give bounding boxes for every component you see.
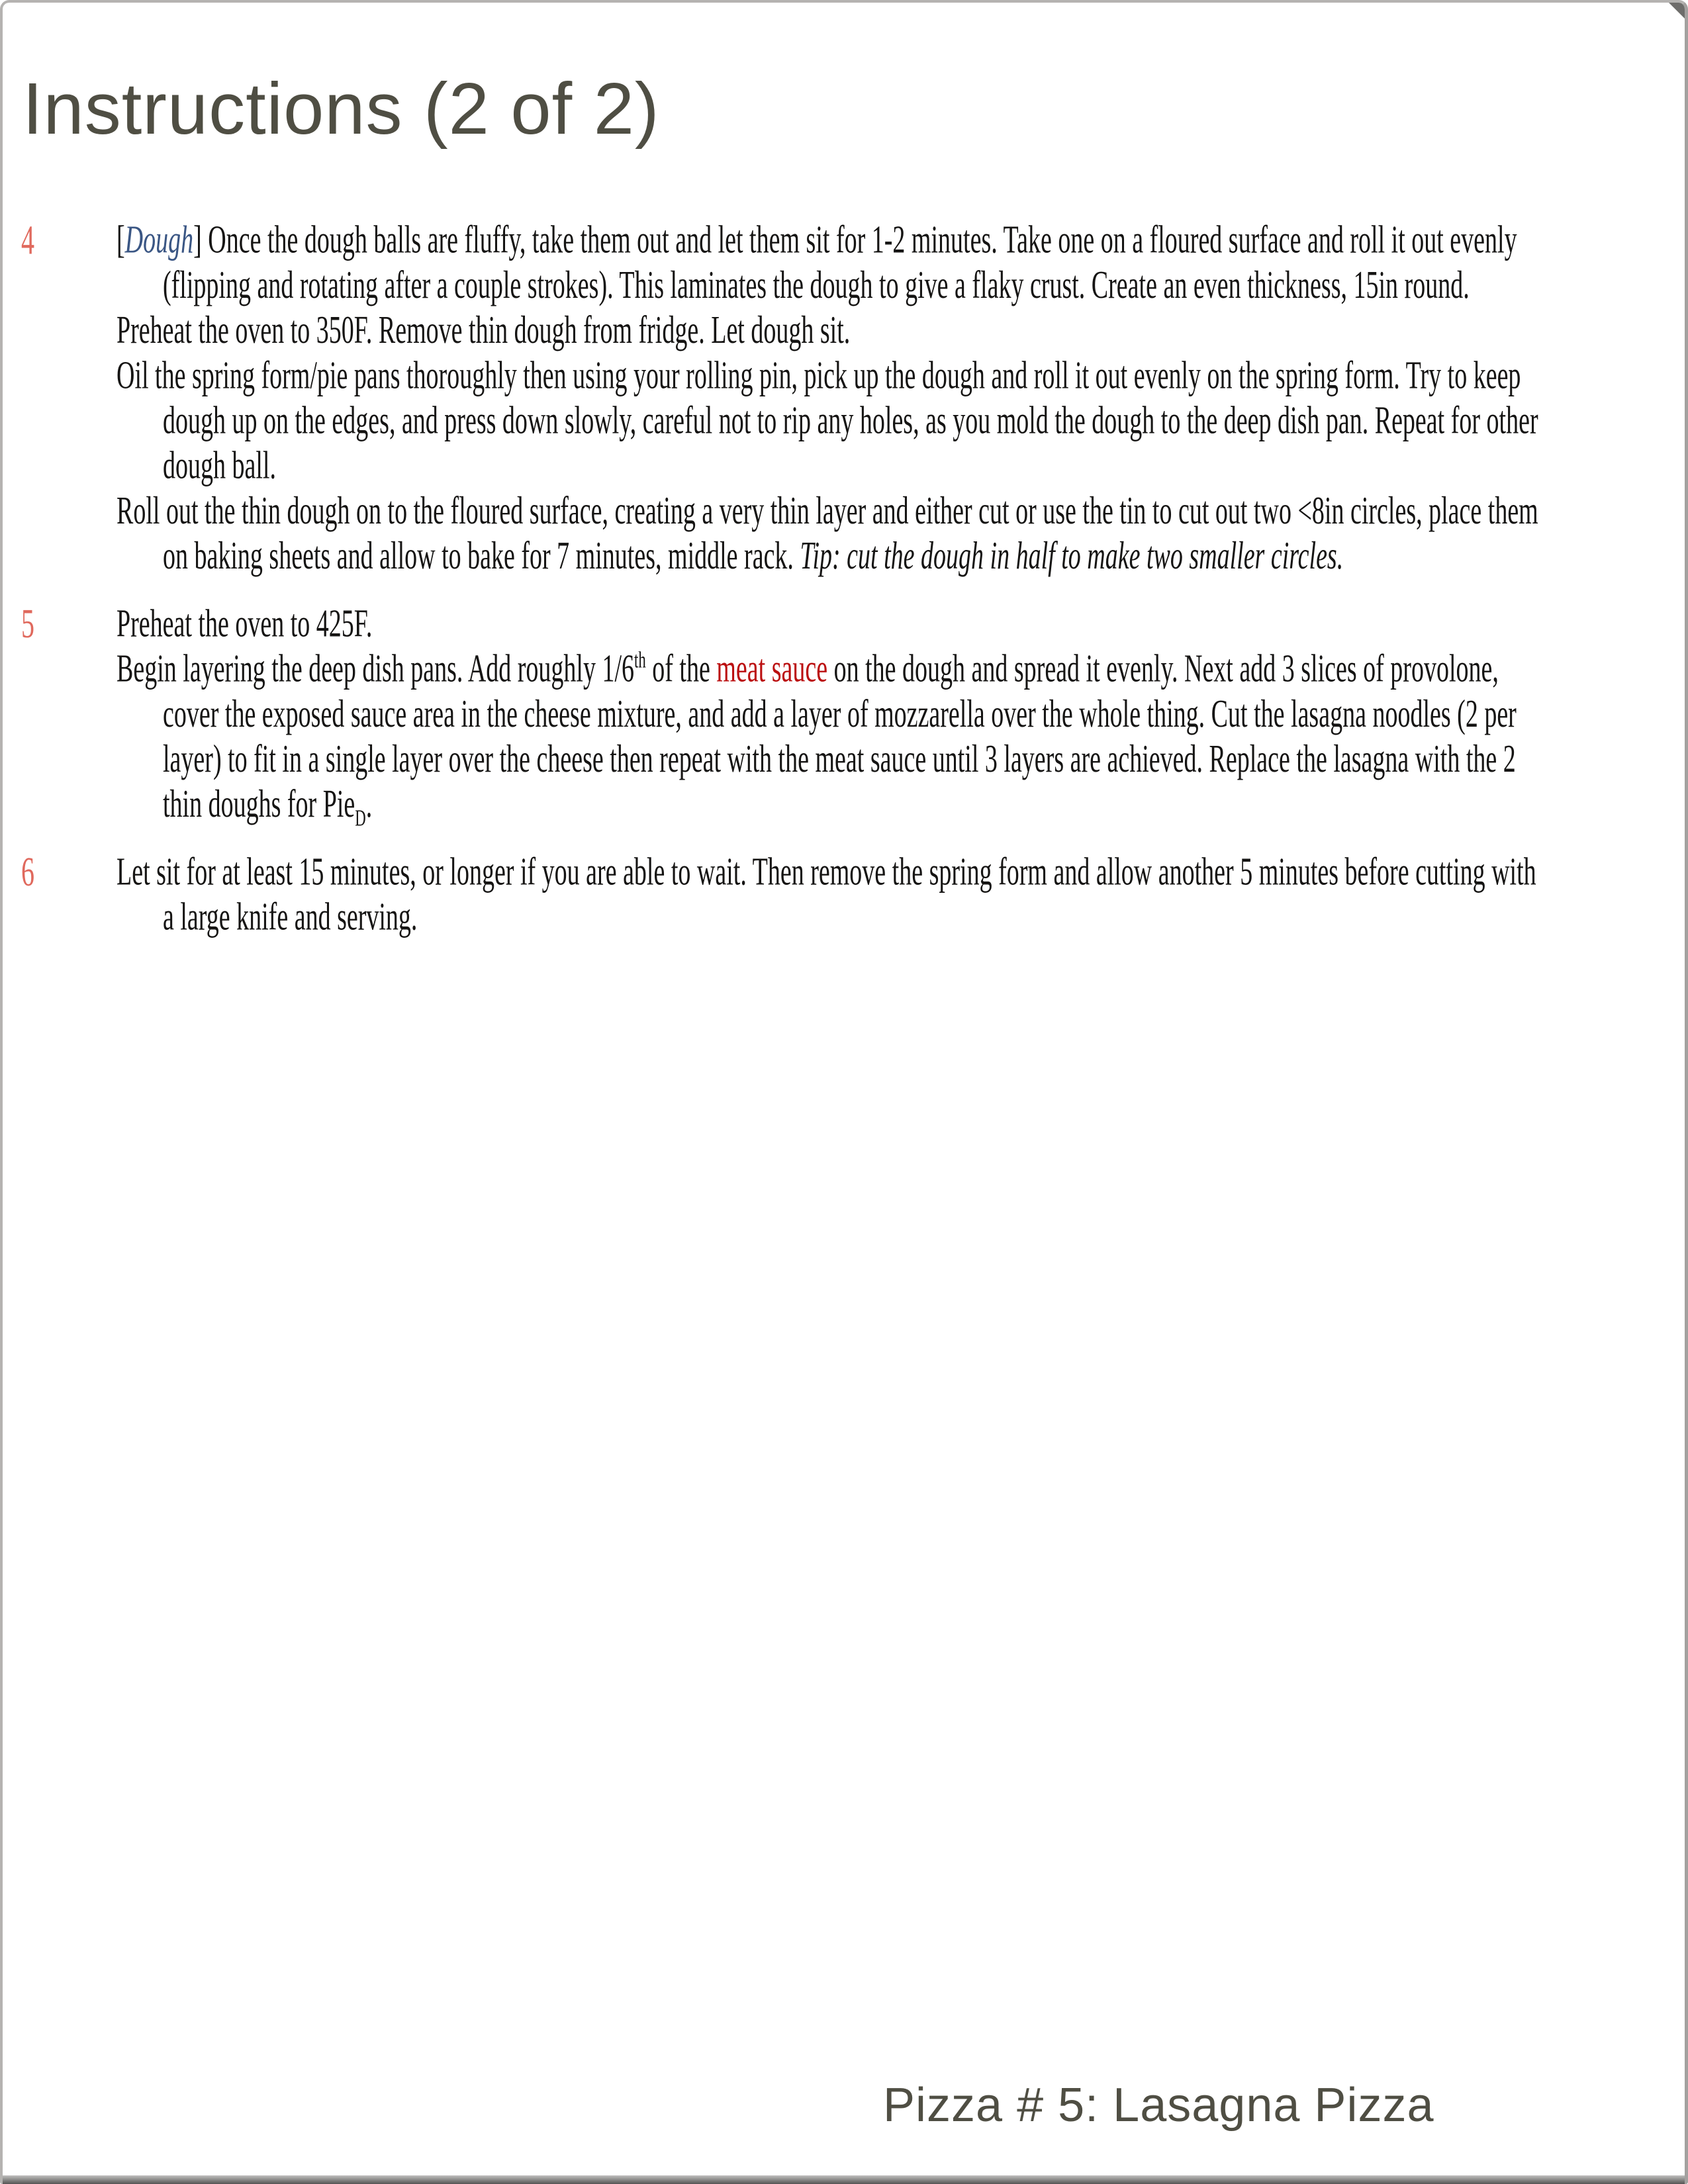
step-number: 5 <box>21 600 34 647</box>
text-segment: D <box>355 805 366 831</box>
page-corner-fold <box>1669 3 1685 19</box>
step-content <box>117 218 1553 579</box>
text-segment: Roll out the thin dough on to the floured surface, creating a very thin layer and either cut or use the tin to cut out two <8in circles, place them on baking sheets and allow to bake for 7 minutes, middle rack. <box>117 489 1538 578</box>
instruction-step <box>3 850 1591 940</box>
page-bottom-edge <box>3 2175 1685 2184</box>
text-segment: [ <box>117 218 125 262</box>
text-segment: Preheat the oven to 425F. <box>117 602 373 646</box>
text-segment: Oil the spring form/pie pans thoroughly then using your rolling pin, pick up the dough and roll it out evenly on the spring form. Try to keep dough up on the edges, and press down slowly, careful not to rip any holes, as you mold the dough to the deep dish pan. Repeat for other dough ball. <box>117 354 1538 488</box>
text-segment: Preheat the oven to 350F. Remove thin dough from fridge. Let dough sit. <box>117 308 851 353</box>
text-segment: ] Once the dough balls are fluffy, take them out and let them sit for 1-2 minutes. Take one on a floured surface and roll it out evenly (flipping and rotating after a couple strokes). This laminates the dough to give a flaky crust. Create an even thickness, 15in round. <box>163 218 1517 307</box>
text-segment: Let sit for at least 15 minutes, or longer if you are able to wait. Then remove the spring form and allow another 5 minutes before cutting with a large knife and serving. <box>117 850 1536 939</box>
text-segment: th <box>634 647 646 673</box>
instruction-paragraph <box>117 218 1553 308</box>
step-content <box>117 850 1553 940</box>
instruction-step <box>3 218 1591 579</box>
instruction-paragraph <box>117 308 1553 353</box>
instruction-paragraph <box>117 850 1553 940</box>
instruction-paragraph <box>117 602 1553 647</box>
instruction-step <box>3 600 1591 831</box>
step-number: 4 <box>21 216 34 263</box>
step-number: 6 <box>21 848 34 895</box>
page-title: Instructions (2 of 2) <box>23 68 660 150</box>
meat-sauce-reference: meat sauce <box>716 647 828 691</box>
text-segment: of the <box>645 647 717 691</box>
instruction-paragraph <box>117 647 1553 831</box>
instruction-steps <box>3 218 1591 962</box>
step-content <box>117 602 1553 831</box>
dough-reference: Dough <box>124 218 194 262</box>
text-segment: . <box>365 783 373 827</box>
footer-title: Pizza # 5: Lasagna Pizza <box>883 2079 1434 2132</box>
text-segment: Begin layering the deep dish pans. Add roughly 1/6 <box>117 647 635 691</box>
tip-note: Tip: cut the dough in half to make two smaller circles. <box>800 534 1344 578</box>
instruction-paragraph <box>117 488 1553 578</box>
instruction-paragraph <box>117 353 1553 489</box>
text-segment: on the dough and spread it evenly. Next add 3 slices of provolone, cover the exposed sauce area in the cheese mixture, and add a layer of mozzarella over the whole thing. Cut the lasagna noodles (2 per layer) to fit in a single layer over the cheese then repeat with the meat sauce until 3 layers are achieved. Replace the lasagna with the 2 thin doughs for Pie <box>163 647 1517 827</box>
